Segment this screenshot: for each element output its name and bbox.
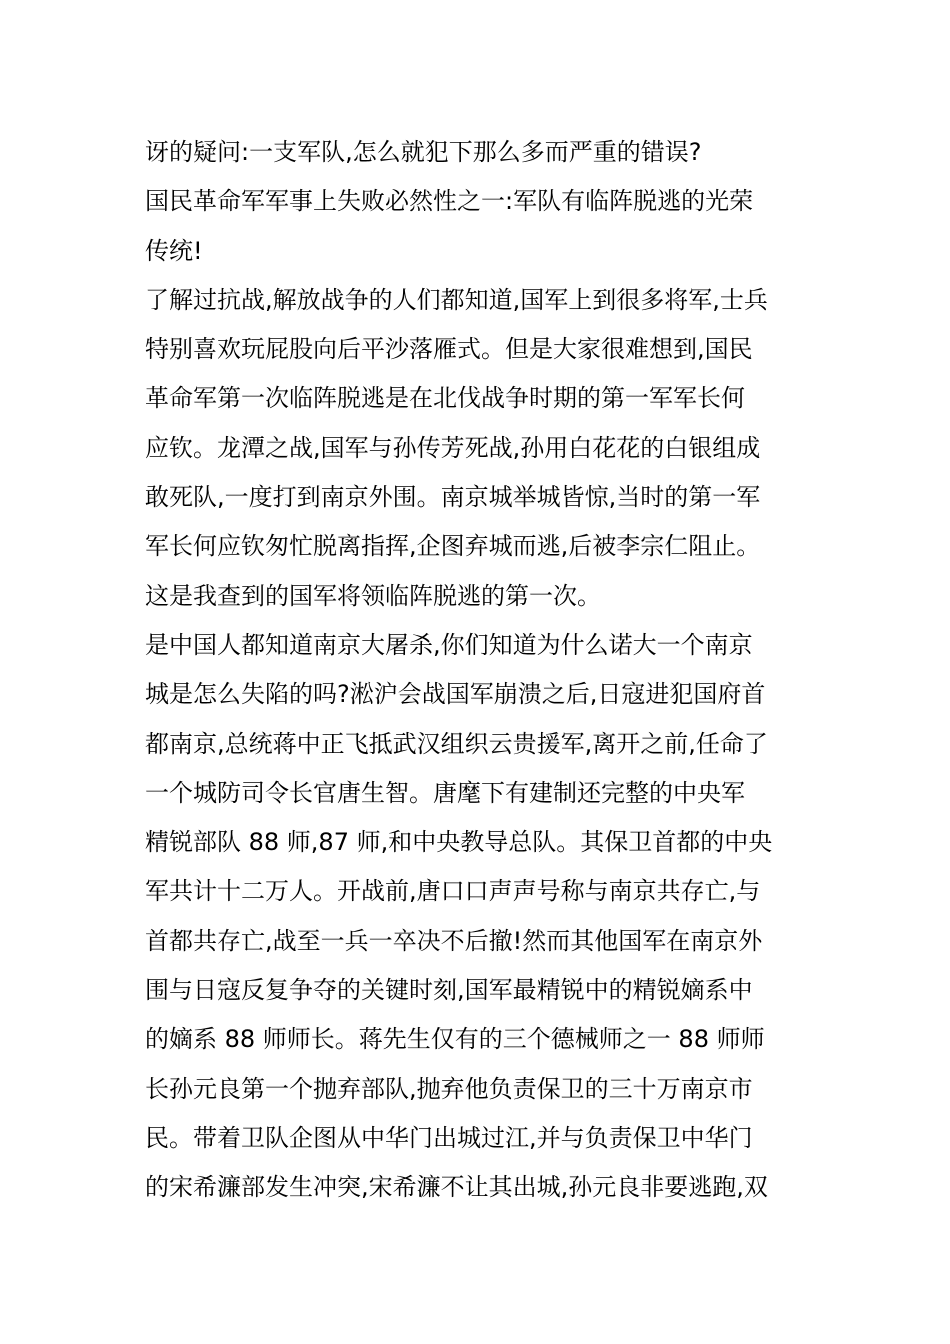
text-line: 精锐部队 88 师,87 师,和中央教导总队。其保卫首都的中央 [145, 828, 773, 857]
text-line: 都南京,总统蒋中正飞抵武汉组织云贵援军,离开之前,任命了 [145, 729, 768, 758]
text-line: 国民革命军军事上失败必然性之一:军队有临阵脱逃的光荣 [145, 187, 754, 216]
text-line: 敢死队,一度打到南京外围。南京城举城皆惊,当时的第一军 [145, 483, 761, 512]
body-text [145, 128, 810, 1213]
text-line: 军共计十二万人。开战前,唐口口声声号称与南京共存亡,与 [145, 877, 761, 906]
text-line: 首都共存亡,战至一兵一卒决不后撤!然而其他国军在南京外 [145, 926, 763, 955]
text-line: 革命军第一次临阵脱逃是在北伐战争时期的第一军军长何 [145, 384, 745, 413]
text-line: 应钦。龙潭之战,国军与孙传芳死战,孙用白花花的白银组成 [145, 433, 761, 462]
text-line: 围与日寇反复争夺的关键时刻,国军最精锐中的精锐嫡系中 [145, 976, 753, 1005]
text-line: 的宋希濂部发生冲突,宋希濂不让其出城,孙元良非要逃跑,双 [145, 1173, 768, 1202]
text-line: 传统! [145, 236, 203, 265]
text-line: 一个城防司令长官唐生智。唐麾下有建制还完整的中央军 [145, 778, 745, 807]
text-line: 这是我查到的国军将领临阵脱逃的第一次。 [145, 581, 601, 610]
text-line: 的嫡系 88 师师长。蒋先生仅有的三个德械师之一 88 师师 [145, 1025, 765, 1054]
text-line: 是中国人都知道南京大屠杀,你们知道为什么诺大一个南京 [145, 630, 753, 659]
text-line: 讶的疑问:一支军队,怎么就犯下那么多而严重的错误? [145, 138, 702, 166]
text-line: 特别喜欢玩屁股向后平沙落雁式。但是大家很难想到,国民 [145, 335, 753, 364]
text-line: 了解过抗战,解放战争的人们都知道,国军上到很多将军,士兵 [145, 285, 768, 314]
text-line: 长孙元良第一个抛弃部队,抛弃他负责保卫的三十万南京市 [145, 1074, 753, 1103]
text-line: 民。带着卫队企图从中华门出城过江,并与负责保卫中华门 [145, 1123, 753, 1152]
text-line: 城是怎么失陷的吗?淞沪会战国军崩溃之后,日寇进犯国府首 [145, 680, 766, 709]
text-line: 军长何应钦匆忙脱离指挥,企图弃城而逃,后被李宗仁阻止。 [145, 532, 761, 561]
